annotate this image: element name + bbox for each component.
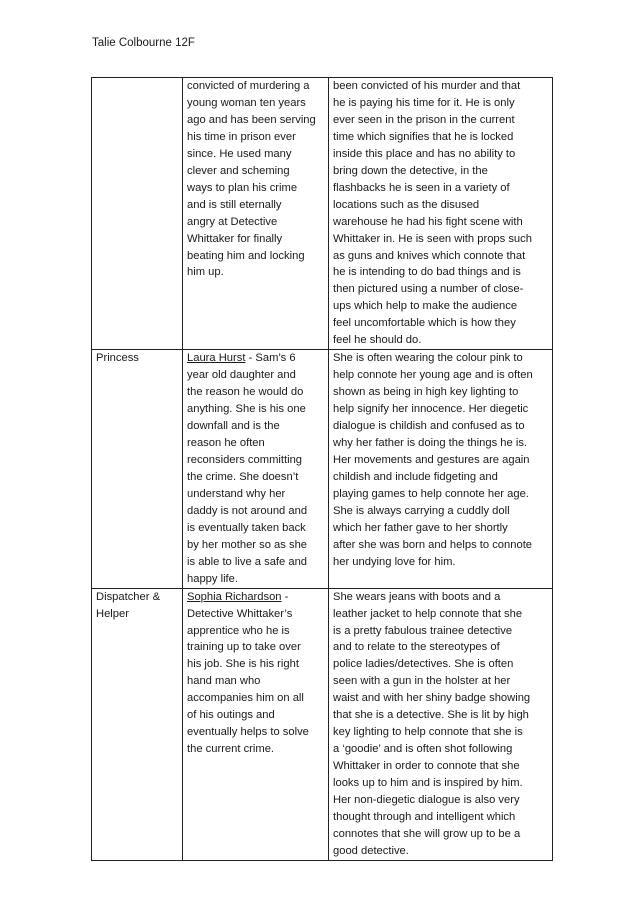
character-line: - xyxy=(281,590,289,603)
character-line: daddy is not around and xyxy=(187,504,308,517)
description-cell xyxy=(329,588,553,860)
description-line: her undying love for him. xyxy=(333,555,456,568)
description-line: leather jacket to help connote that she xyxy=(333,607,523,620)
description-line: ever seen in the prison in the current xyxy=(333,113,515,126)
description-line: time which signifies that he is locked xyxy=(333,130,514,143)
description-line: good detective. xyxy=(333,844,409,857)
description-line: feel he should do. xyxy=(333,334,422,347)
description-line: Her non-diegetic dialogue is also very xyxy=(333,794,520,807)
description-line: key lighting to help connote that she is xyxy=(333,726,523,739)
description-line: shown as being in high key lighting to xyxy=(333,386,519,399)
description-line: that she is a detective. She is lit by high xyxy=(333,709,529,722)
description-line: warehouse he had his fight scene with xyxy=(333,215,523,228)
character-line: anything. She is his one xyxy=(187,403,306,416)
role-cell xyxy=(92,588,183,860)
description-line: bring down the detective, in the xyxy=(333,164,488,177)
description-line: and to relate to the stereotypes of xyxy=(333,641,500,654)
character-line: understand why her xyxy=(187,487,286,500)
description-line: help signify her innocence. Her diegetic xyxy=(333,403,529,416)
character-line: ways to plan his crime xyxy=(187,181,298,194)
character-line: Whittaker for finally xyxy=(187,232,283,245)
character-line: young woman ten years xyxy=(187,96,306,109)
description-line: seen with a gun in the holster at her xyxy=(333,675,511,688)
description-line: a ‘goodie’ and is often shot following xyxy=(333,743,513,756)
description-line: Her movements and gestures are again xyxy=(333,453,530,466)
character-line: reconsiders committing xyxy=(187,453,303,466)
description-line: inside this place and has no ability to xyxy=(333,147,516,160)
description-line: feel uncomfortable which is how they xyxy=(333,317,516,330)
table-row xyxy=(92,350,553,588)
description-line: help connote her young age and is often xyxy=(333,369,533,382)
character-line: apprentice who he is xyxy=(187,624,290,637)
description-line: She wears jeans with boots and a xyxy=(333,590,501,603)
role-cell xyxy=(92,78,183,350)
description-line: after she was born and helps to connote xyxy=(333,538,533,551)
character-line: is able to live a safe and xyxy=(187,555,308,568)
description-cell xyxy=(329,78,553,350)
character-line: of his outings and xyxy=(187,709,275,722)
description-line: is a pretty fabulous trainee detective xyxy=(333,624,513,637)
page-header: Talie Colbourne 12F xyxy=(92,37,195,49)
character-line: the crime. She doesn’t xyxy=(187,470,299,483)
role-cell xyxy=(92,350,183,588)
description-cell xyxy=(329,350,553,588)
role-line: Dispatcher & xyxy=(96,590,161,603)
description-line: flashbacks he is seen in a variety of xyxy=(333,181,510,194)
character-line: downfall and is the xyxy=(187,420,280,433)
table-row xyxy=(92,588,553,860)
character-cell xyxy=(183,350,329,588)
description-line: Whittaker in. He is seen with props such xyxy=(333,232,532,245)
character-cell xyxy=(183,78,329,350)
description-line: as guns and knives which connote that xyxy=(333,249,526,262)
character-first-line xyxy=(187,350,324,367)
description-line: then pictured using a number of close- xyxy=(333,283,524,296)
character-line: eventually helps to solve xyxy=(187,726,309,739)
character-line: hand man who xyxy=(187,675,261,688)
table-row xyxy=(92,78,553,350)
description-line: thought through and intelligent which xyxy=(333,810,516,823)
character-name: Laura Hurst xyxy=(187,352,246,365)
character-line: ago and has been serving xyxy=(187,113,316,126)
character-line: year old daughter and xyxy=(187,369,296,382)
description-line: childish and include fidgeting and xyxy=(333,470,498,483)
character-line: his job. She is his right xyxy=(187,658,299,671)
character-line: since. He used many xyxy=(187,147,292,160)
description-line: Whittaker in order to connote that she xyxy=(333,760,520,773)
description-line: ups which help to make the audience xyxy=(333,300,518,313)
character-line: accompanies him on all xyxy=(187,692,304,705)
description-line: waist and with her shiny badge showing xyxy=(333,692,531,705)
character-line: angry at Detective xyxy=(187,215,278,228)
character-line: his time in prison ever xyxy=(187,130,296,143)
character-line: Detective Whittaker’s xyxy=(187,607,293,620)
role-line: Helper xyxy=(96,607,129,620)
character-cell xyxy=(183,588,329,860)
description-line: why her father is doing the things he is. xyxy=(333,437,528,450)
character-line: - Sam’s 6 xyxy=(245,352,296,365)
description-line: locations such as the disused xyxy=(333,198,480,211)
character-name: Sophia Richardson xyxy=(187,590,282,603)
description-line: connotes that she will grow up to be a xyxy=(333,827,521,840)
character-line: is eventually taken back xyxy=(187,521,306,534)
character-first-line xyxy=(187,589,324,606)
character-line: clever and scheming xyxy=(187,164,290,177)
character-line: him up. xyxy=(187,266,224,279)
description-line: She is often wearing the colour pink to xyxy=(333,352,523,365)
character-line: reason he often xyxy=(187,437,265,450)
character-line: convicted of murdering a xyxy=(187,80,310,92)
description-line: he is paying his time for it. He is only xyxy=(333,96,515,109)
description-line: been convicted of his murder and that xyxy=(333,80,521,92)
role-line: Princess xyxy=(96,352,139,365)
character-line: the current crime. xyxy=(187,743,275,756)
description-line: looks up to him and is inspired by him. xyxy=(333,777,523,790)
character-line: and is still eternally xyxy=(187,198,282,211)
description-line: She is always carrying a cuddly doll xyxy=(333,504,510,517)
description-line: he is intending to do bad things and is xyxy=(333,266,521,279)
description-line: which her father gave to her shortly xyxy=(333,521,508,534)
character-line: happy life. xyxy=(187,572,238,585)
character-line: beating him and locking xyxy=(187,249,305,262)
description-line: playing games to help connote her age. xyxy=(333,487,529,500)
description-line: dialogue is childish and confused as to xyxy=(333,420,525,433)
description-line: police ladies/detectives. She is often xyxy=(333,658,514,671)
character-table xyxy=(91,77,553,861)
character-line: by her mother so as she xyxy=(187,538,308,551)
character-line: the reason he would do xyxy=(187,386,304,399)
character-line: training up to take over xyxy=(187,641,301,654)
